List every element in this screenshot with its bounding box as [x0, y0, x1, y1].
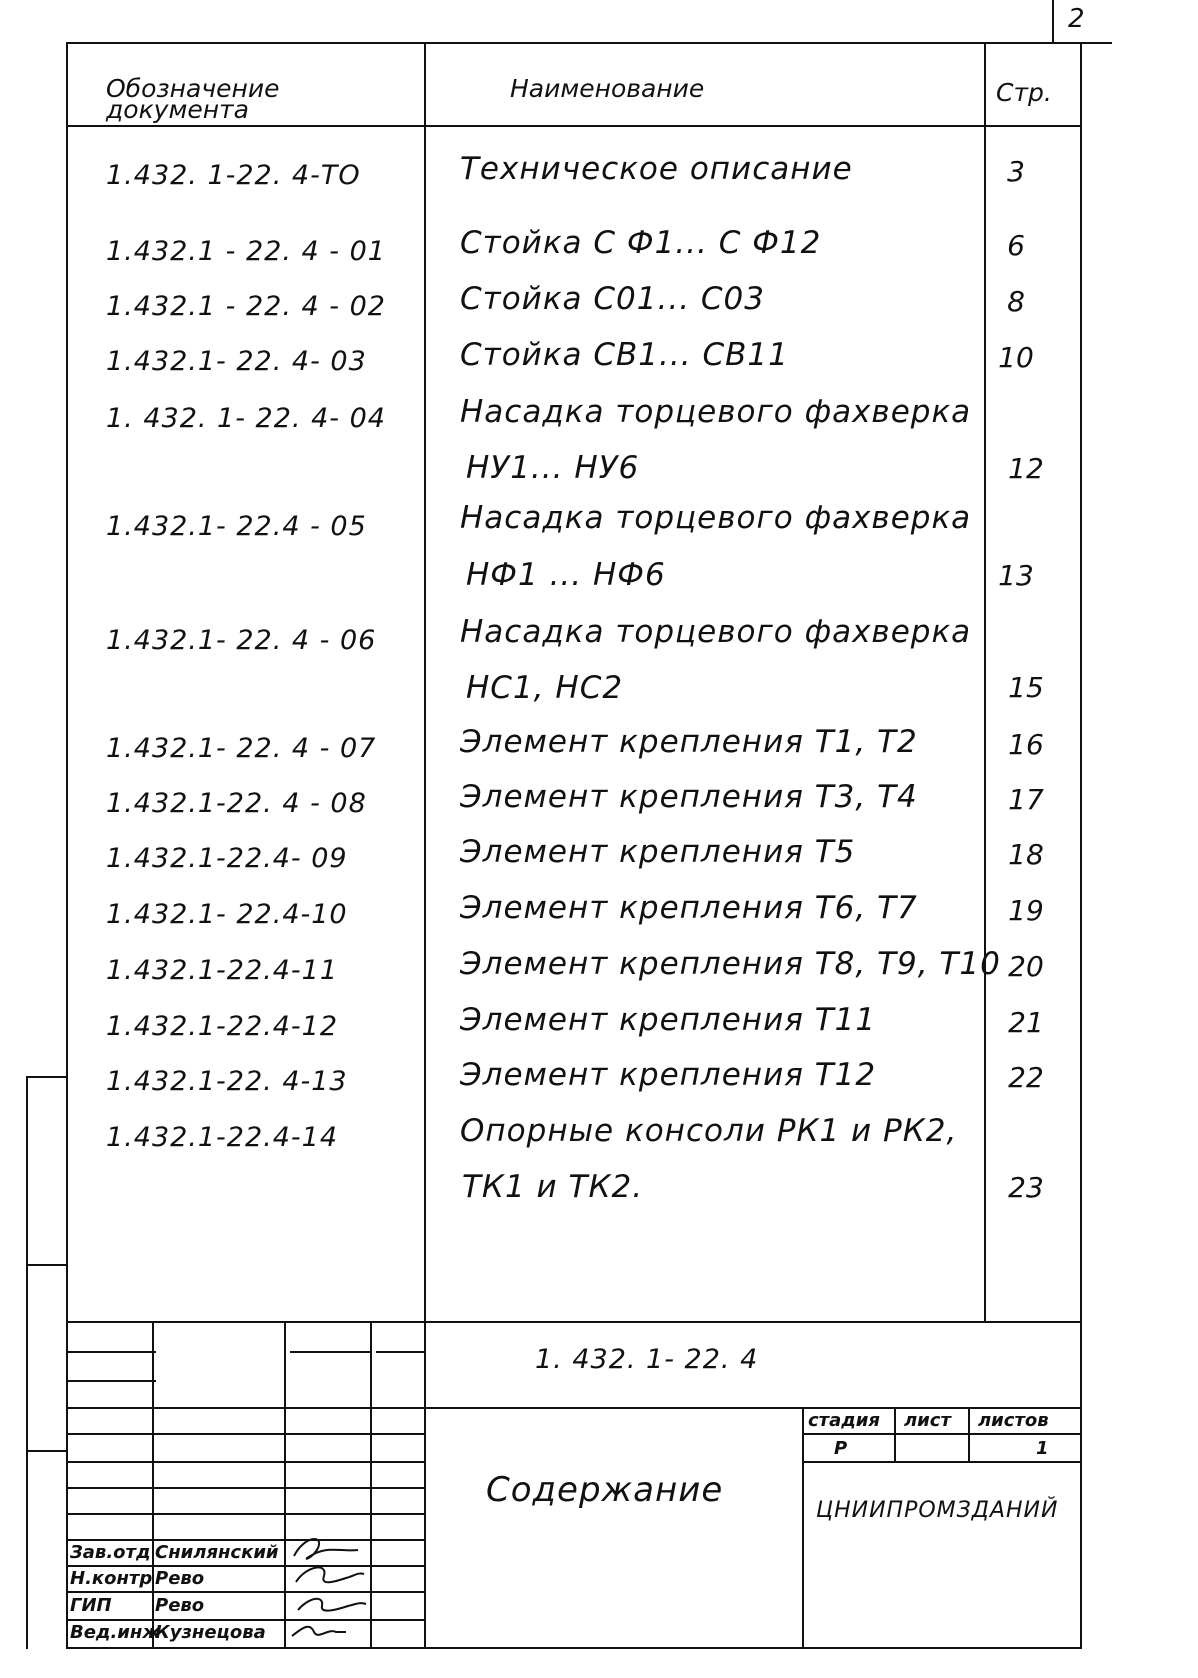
row-code: 1.432. 1-22. 4-ТО [106, 160, 361, 191]
signature-marks [284, 1532, 370, 1648]
signer-name: Кузнецова [155, 1622, 266, 1643]
stage-block-left [802, 1407, 804, 1649]
row-name-continued: НФ1 ... НФ6 [466, 557, 666, 593]
row-page: 20 [1008, 950, 1044, 983]
row-name-continued: НУ1... НУ6 [466, 450, 640, 486]
row-name: Стойка С Ф1... С Ф12 [460, 225, 822, 261]
signer-role: Зав.отд [70, 1542, 151, 1563]
margin-tick-1 [26, 1076, 68, 1078]
row-code: 1.432.1-22.4-12 [106, 1011, 339, 1042]
row-name: Насадка торцевого фахверка [460, 614, 972, 650]
row-code: 1.432.1-22. 4 - 08 [106, 788, 367, 819]
stage-header-line [802, 1433, 1082, 1435]
row-name: Стойка СВ1... СВ11 [460, 337, 789, 373]
row-name: Насадка торцевого фахверка [460, 394, 972, 430]
signer-name: Снилянский [155, 1542, 279, 1563]
row-name: Техническое описание [460, 151, 853, 187]
row-page: 10 [998, 341, 1034, 374]
sig-grid-line [66, 1565, 424, 1567]
sig-grid-line [66, 1619, 424, 1621]
sig-col-3 [370, 1321, 372, 1649]
row-page: 8 [1007, 285, 1025, 318]
margin-tick-3 [26, 1450, 68, 1452]
row-name: Насадка торцевого фахверка [460, 500, 972, 536]
sig-col-1 [152, 1321, 154, 1649]
row-page: 16 [1008, 728, 1044, 761]
margin-line [26, 1076, 28, 1649]
row-page: 15 [1008, 671, 1044, 704]
signer-role: Вед.инж [70, 1622, 161, 1643]
sig-grid-line [66, 1351, 156, 1353]
row-page: 12 [1008, 452, 1044, 485]
row-code: 1.432.1-22.4-11 [106, 955, 339, 986]
header-name: Наименование [510, 74, 705, 103]
document-title: Содержание [486, 1470, 724, 1510]
row-code: 1.432.1- 22.4 - 05 [106, 511, 367, 542]
header-designation-line2: документа [106, 95, 249, 124]
row-page: 13 [998, 559, 1034, 592]
row-code: 1. 432. 1- 22. 4- 04 [106, 403, 386, 434]
sig-grid-line [66, 1591, 424, 1593]
stage-value-line [802, 1461, 1082, 1463]
signer-name: Рево [155, 1568, 205, 1589]
margin-tick-2 [26, 1264, 68, 1266]
sig-grid-line [66, 1461, 424, 1463]
row-name: Элемент крепления Т11 [460, 1002, 877, 1038]
row-code: 1.432.1-22. 4-13 [106, 1066, 348, 1097]
row-page: 21 [1008, 1006, 1044, 1039]
row-code: 1.432.1 - 22. 4 - 01 [106, 236, 386, 267]
row-name-continued: НС1, НС2 [466, 670, 624, 706]
row-code: 1.432.1- 22.4-10 [106, 899, 348, 930]
organization: ЦНИИПРОМЗДАНИЙ [816, 1498, 1059, 1523]
header-page: Стр. [996, 78, 1052, 107]
sig-grid-line [376, 1351, 424, 1353]
row-page: 3 [1007, 155, 1025, 188]
row-code: 1.432.1- 22. 4- 03 [106, 346, 367, 377]
row-page: 19 [1008, 894, 1044, 927]
row-name-continued: ТК1 и ТК2. [462, 1169, 644, 1205]
sig-grid-line [66, 1487, 424, 1489]
header-designation-line1: Обозначение [106, 74, 280, 103]
row-code: 1.432.1-22.4- 09 [106, 843, 348, 874]
row-page: 22 [1008, 1061, 1044, 1094]
row-page: 17 [1008, 783, 1044, 816]
row-page: 23 [1008, 1171, 1044, 1204]
stage-col-1 [894, 1407, 896, 1463]
title-block-top [66, 1321, 1082, 1323]
sig-grid-line [66, 1433, 424, 1435]
stage-col-2 [968, 1407, 970, 1463]
frame-top [66, 42, 1112, 44]
sheets-value: 1 [1036, 1438, 1049, 1459]
sheet-number: 2 [1068, 4, 1085, 34]
row-name: Элемент крепления Т6, Т7 [460, 890, 918, 926]
sig-grid-line [66, 1539, 424, 1541]
row-code: 1.432.1 - 22. 4 - 02 [106, 291, 386, 322]
sig-grid-line [66, 1407, 424, 1409]
stage-label: стадия [808, 1410, 880, 1431]
doc-code: 1. 432. 1- 22. 4 [535, 1344, 759, 1375]
sig-grid-line [290, 1351, 370, 1353]
sig-grid-line [66, 1513, 424, 1515]
row-page: 18 [1008, 838, 1044, 871]
signer-role: Н.контр [70, 1568, 153, 1589]
row-name: Элемент крепления Т8, Т9, Т10 [460, 946, 1001, 982]
sheet-number-divider [1052, 0, 1054, 44]
signer-name: Рево [155, 1595, 205, 1616]
row-code: 1.432.1- 22. 4 - 06 [106, 625, 377, 656]
frame-bottom [66, 1647, 1082, 1649]
row-code: 1.432.1- 22. 4 - 07 [106, 733, 377, 764]
row-name: Опорные консоли РК1 и РК2, [460, 1113, 958, 1149]
sheet-label: лист [904, 1410, 951, 1431]
row-name: Элемент крепления Т3, Т4 [460, 779, 918, 815]
header-bottom-line [66, 125, 1082, 127]
sig-grid-line [66, 1380, 156, 1382]
signer-role: ГИП [70, 1595, 112, 1616]
title-block-mid [424, 1407, 1082, 1409]
stage-value: Р [834, 1438, 848, 1459]
sheets-label: листов [978, 1410, 1049, 1431]
row-name: Элемент крепления Т5 [460, 834, 856, 870]
row-name: Элемент крепления Т12 [460, 1057, 877, 1093]
row-code: 1.432.1-22.4-14 [106, 1122, 339, 1153]
row-page: 6 [1007, 229, 1025, 262]
row-name: Стойка С01... С03 [460, 281, 765, 317]
row-name: Элемент крепления Т1, Т2 [460, 724, 918, 760]
